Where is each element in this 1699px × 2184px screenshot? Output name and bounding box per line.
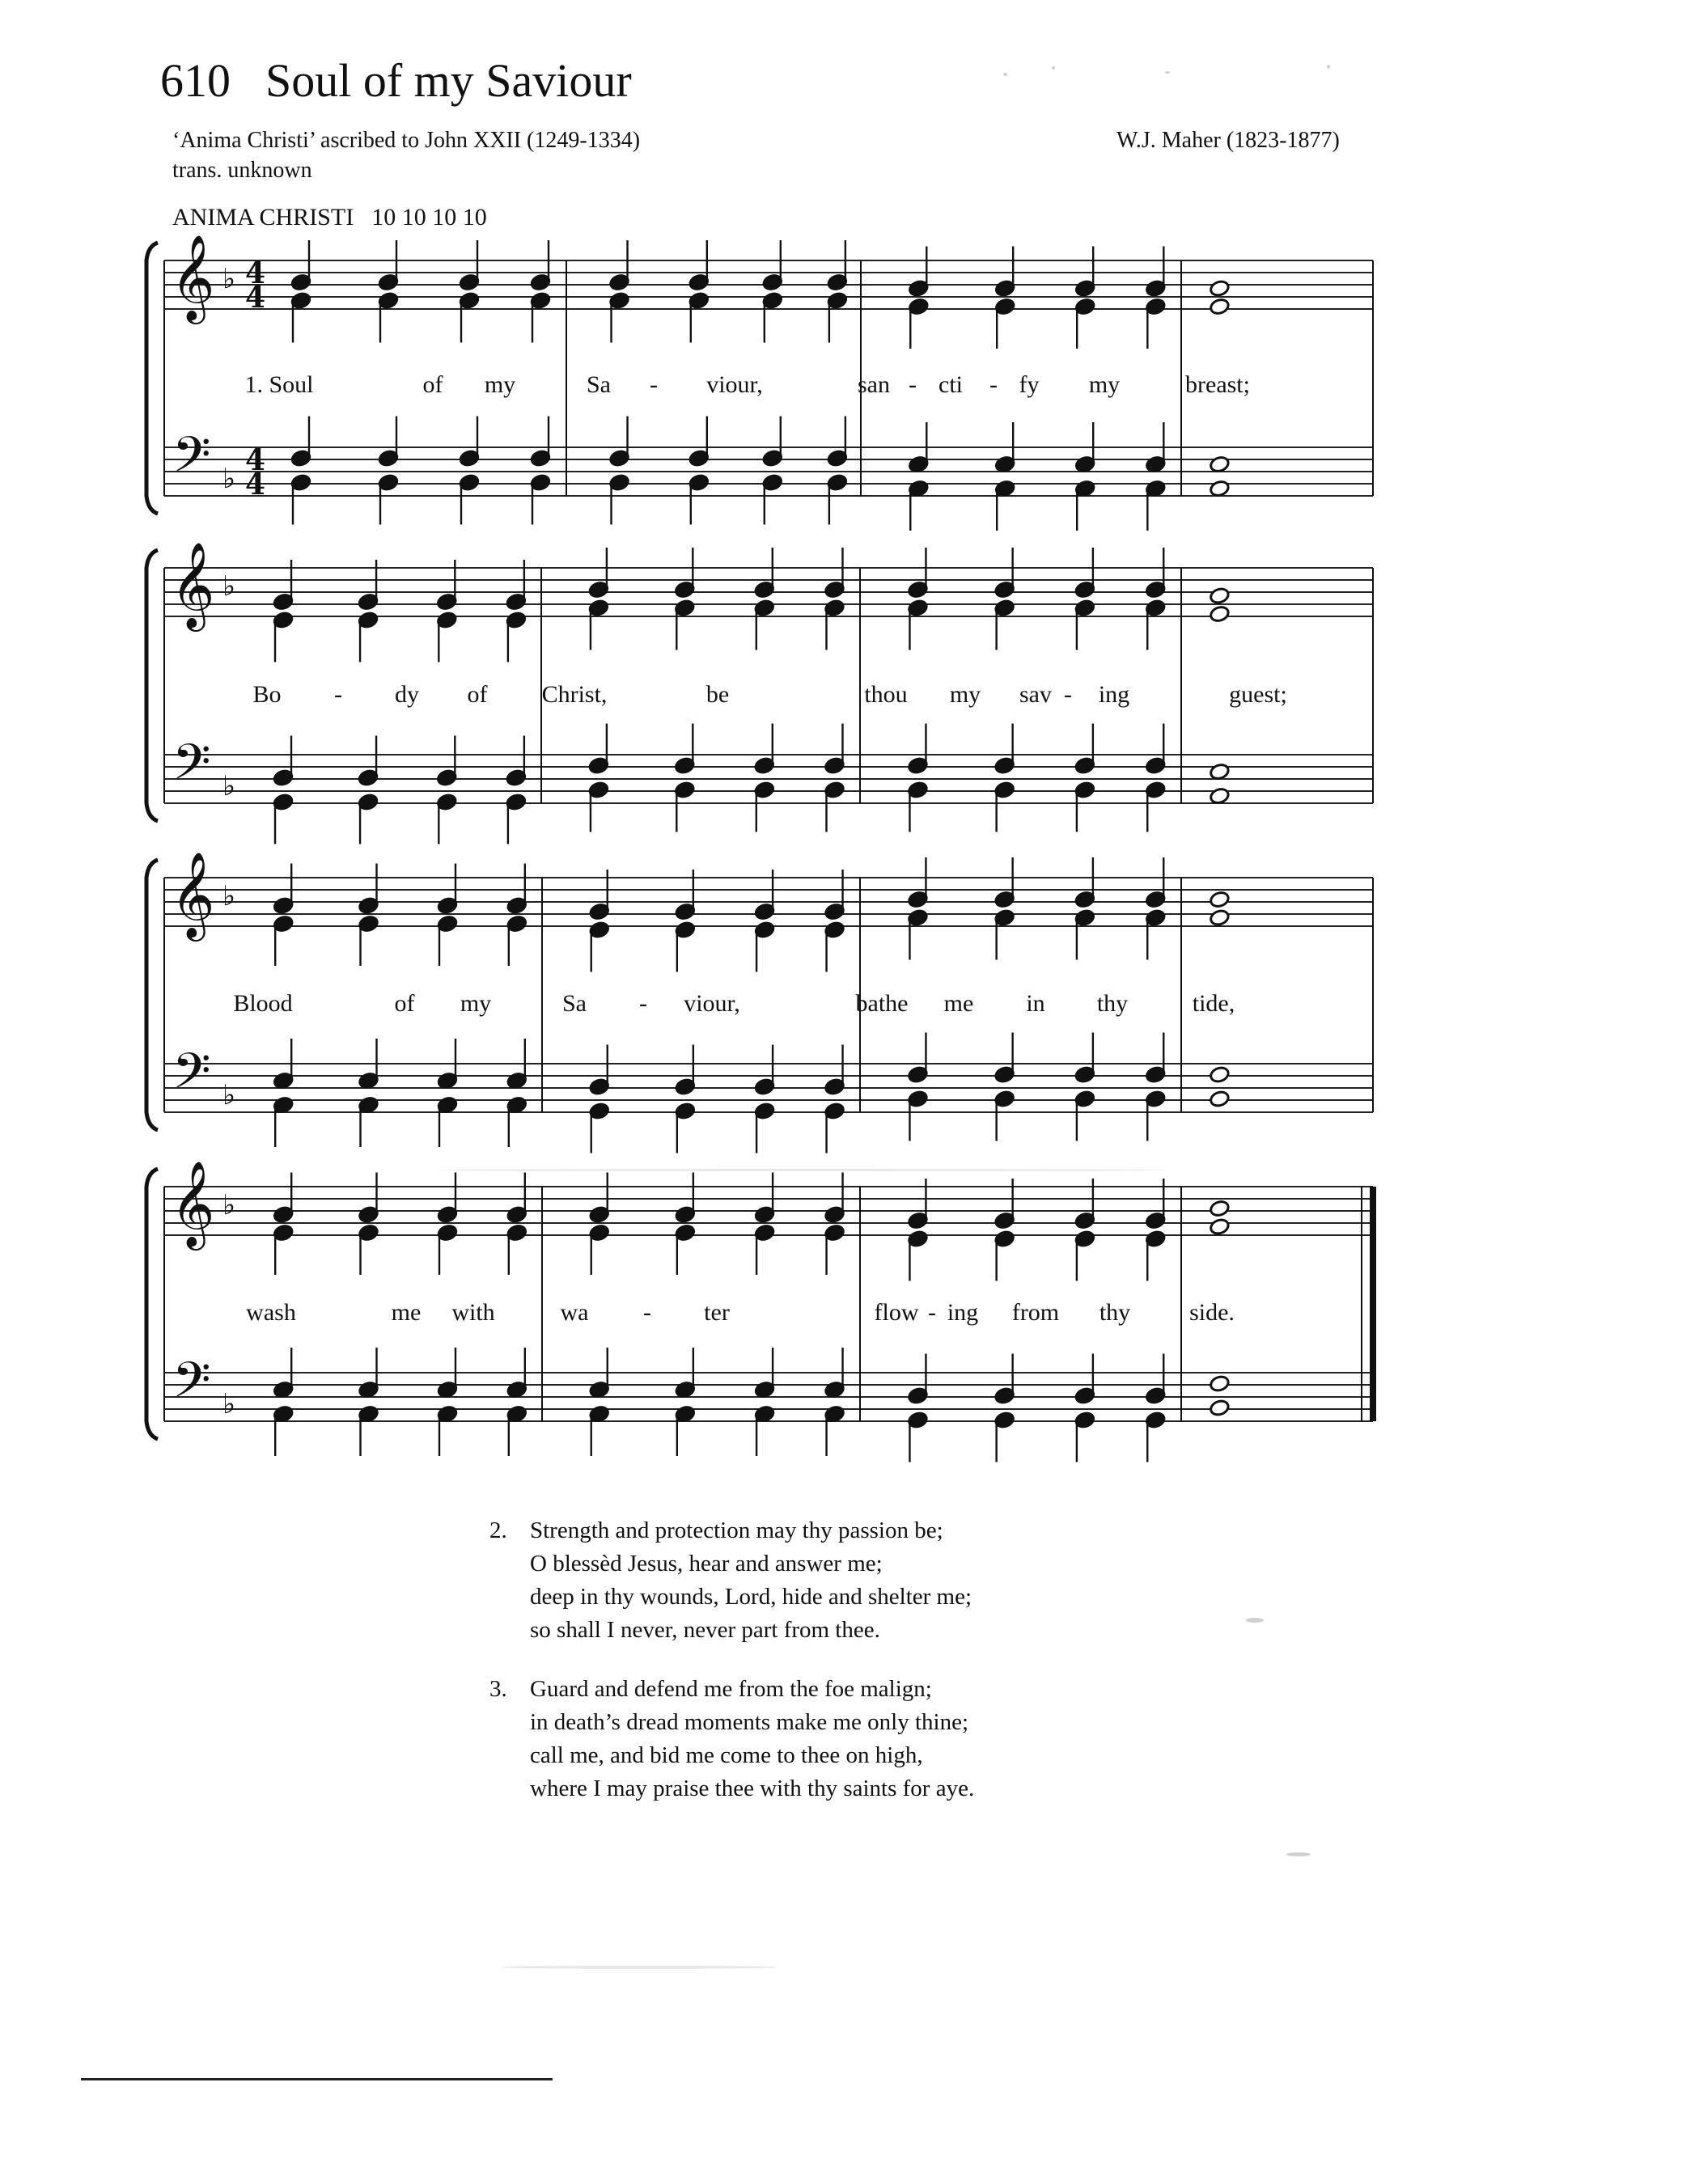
tenor-note [1209,1374,1230,1393]
time-signature-top: 4 [245,256,266,290]
lyric-syllable: tide, [1192,990,1235,1017]
verse-3 [489,1673,974,1805]
lyric-syllable: me [391,1299,422,1326]
key-flat-icon: ♭ [222,1079,236,1111]
lyric-syllable: 1. Soul [244,371,314,398]
lyric-syllable: viour, [706,371,763,398]
words-credit: ‘Anima Christi’ ascribed to John XXII (1249-1334) [172,128,641,153]
lyric-syllable: - [909,371,917,398]
lyric-syllable: of [467,681,488,708]
tenor-note [1209,455,1230,474]
key-flat-icon: ♭ [222,570,236,603]
lyric-syllable: Blood [233,990,293,1017]
treble-clef-icon: 𝄞 [171,234,215,320]
music-credit: W.J. Maher (1823-1877) [1116,128,1340,153]
verse-line: where I may praise thee with thy saints for aye. [530,1776,975,1801]
key-flat-icon: ♭ [222,1189,236,1221]
lyric-syllable: of [394,990,415,1017]
tune-meter: 10 10 10 10 [371,204,487,231]
alto-note [1209,1217,1230,1236]
system-bracket [146,1169,158,1439]
lyric-syllable: bathe [855,990,909,1017]
lyric-syllable: - [334,681,342,708]
lyric-syllable: - [643,1299,651,1326]
lyric-syllable: my [484,371,516,398]
lyric-syllable: my [949,681,981,708]
system-bracket [146,550,158,821]
scan-speck [1327,65,1330,69]
scan-speck [1246,1618,1264,1623]
hymn-title: Soul of my Saviour [265,54,632,107]
lyric-syllable: viour, [684,990,740,1017]
lyric-syllable: - [989,371,998,398]
bass-clef-icon: 𝄢 [172,426,211,496]
lyric-syllable: - [928,1299,936,1326]
treble-clef-icon: 𝄞 [171,541,215,628]
lyric-syllable: me [943,990,974,1017]
lyric-syllable: breast; [1185,371,1250,398]
lyric-syllable: side. [1189,1299,1235,1326]
alto-note [1209,605,1230,624]
lyric-syllable: flow [874,1299,919,1326]
verse-line: deep in thy wounds, Lord, hide and shelter me; [530,1584,972,1610]
bass-note [1209,1399,1230,1417]
verse-line: Guard and defend me from the foe malign; [530,1676,932,1702]
system-bracket [146,243,158,514]
lyric-syllable: be [705,681,730,708]
lyric-syllable: Christ, [541,681,608,708]
lyric-syllable: ing [1098,681,1130,708]
lyric-syllable: wash [246,1299,296,1326]
scan-speck [502,1966,777,1969]
lyric-syllable: in [1026,990,1045,1017]
key-flat-icon: ♭ [222,263,236,295]
verses-block [489,1514,974,1831]
lyric-syllable: Sa [562,990,587,1017]
scan-speck [1165,71,1170,74]
lyric-syllable: guest; [1229,681,1287,708]
scan-speck [1052,66,1055,70]
treble-clef-icon: 𝄞 [171,851,215,938]
bass-clef-icon: 𝄢 [172,734,211,803]
time-signature-bottom: 4 [245,468,266,502]
lyric-syllable: cti [938,371,963,398]
lyric-syllable: sav [1019,681,1052,708]
lyric-syllable: dy [395,681,419,708]
footer-rule [81,2078,553,2080]
lyric-syllable: Sa [587,371,611,398]
lyric-syllable: ing [947,1299,979,1326]
soprano-note [1209,1200,1230,1218]
lyric-syllable: fy [1019,371,1040,398]
lyric-syllable: - [650,371,658,398]
lyric-syllable: - [1064,681,1072,708]
verse-line: call me, and bid me come to thee on high, [530,1742,923,1768]
verse-line: O blessèd Jesus, hear and answer me; [530,1551,883,1577]
lyric-syllable: ter [704,1299,730,1326]
bass-clef-icon: 𝄢 [172,1043,211,1112]
bass-clef-icon: 𝄢 [172,1352,211,1421]
system-bracket [146,860,158,1130]
soprano-note [1209,586,1230,605]
lyric-syllable: Bo [252,681,282,708]
treble-clef-icon: 𝄞 [171,1160,215,1246]
lyric-syllable: san [858,371,890,398]
verse-number: 2. [489,1517,507,1543]
tenor-note [1209,1065,1230,1084]
tune-name: ANIMA CHRISTI [172,204,354,231]
translation-credit: trans. unknown [172,158,312,183]
hymn-number: 610 [160,54,231,107]
bass-note [1209,787,1230,806]
verse-line: so shall I never, never part from thee. [530,1617,880,1643]
key-flat-icon: ♭ [222,1388,236,1420]
lyric-syllable: of [422,371,443,398]
lyric-syllable: my [1088,371,1121,398]
scan-speck [437,1169,1165,1171]
verse-line: in death’s dread moments make me only thine; [530,1709,969,1735]
lyric-syllable: thy [1099,1299,1131,1326]
lyric-syllable: thy [1096,990,1129,1017]
lyric-syllable: my [460,990,492,1017]
key-flat-icon: ♭ [222,463,236,495]
alto-note [1209,298,1230,316]
time-signature-bottom: 4 [245,281,266,315]
scan-speck [1003,73,1007,76]
lyric-syllable: with [451,1299,495,1326]
key-flat-icon: ♭ [222,770,236,802]
lyric-syllable: from [1011,1299,1060,1326]
lyric-syllable: - [639,990,647,1017]
bass-note [1209,480,1230,498]
alto-note [1209,908,1230,927]
time-signature-top: 4 [245,443,266,477]
verse-number: 3. [489,1676,507,1702]
tenor-note [1209,763,1230,781]
soprano-note [1209,279,1230,298]
lyric-syllable: wa [560,1299,589,1326]
verse-2 [489,1514,974,1647]
bass-note [1209,1090,1230,1108]
lyric-syllable: thou [864,681,908,708]
key-flat-icon: ♭ [222,880,236,912]
verse-line: Strength and protection may thy passion be; [530,1517,943,1543]
scan-speck [1286,1852,1311,1856]
soprano-note [1209,891,1230,909]
